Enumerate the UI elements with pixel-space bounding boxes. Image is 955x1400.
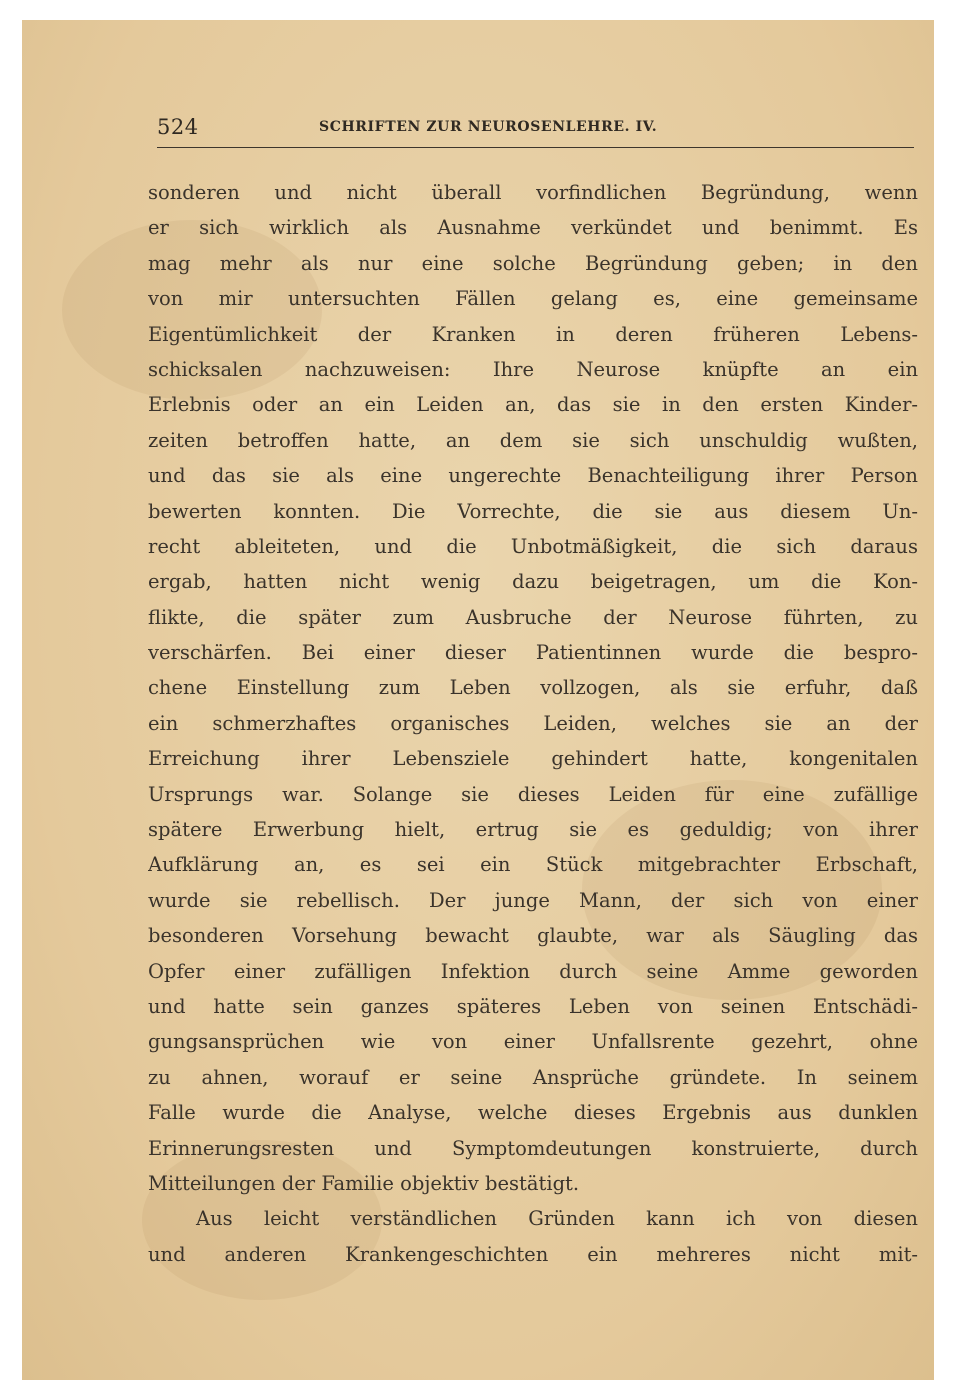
text-line: Ursprungs war. Solange sie dieses Leiden für eine zufällige — [148, 782, 918, 806]
text-line: Opfer einer zufälligen Infektion durch seine Amme geworden — [148, 959, 918, 983]
running-head: SCHRIFTEN ZUR NEUROSENLEHRE. IV. — [319, 119, 658, 135]
text-line: ergab, hatten nicht wenig dazu beigetragen, um die Kon- — [148, 570, 918, 594]
text-line: Falle wurde die Analyse, welche dieses Ergebnis aus dunklen — [148, 1101, 918, 1125]
text-line: wurde sie rebellisch. Der junge Mann, der sich von einer — [148, 888, 918, 912]
text-line: flikte, die später zum Ausbruche der Neurose führten, zu — [148, 605, 918, 629]
text-line: verschärfen. Bei einer dieser Patientinnen wurde die bespro- — [148, 641, 918, 665]
text-line: und das sie als eine ungerechte Benachteiligung ihrer Person — [148, 464, 918, 488]
page-header — [157, 115, 914, 148]
text-line: sonderen und nicht überall vorfindlichen Begründung, wenn — [148, 181, 918, 204]
text-line: mag mehr als nur eine solche Begründung geben; in den — [148, 251, 918, 275]
page-number: 524 — [157, 115, 199, 139]
text-line: ein schmerzhaftes organisches Leiden, welches sie an der — [148, 711, 918, 735]
text-line: zeiten betroffen hatte, an dem sie sich unschuldig wußten, — [148, 428, 918, 452]
text-line: schicksalen nachzuweisen: Ihre Neurose knüpfte an ein — [148, 357, 918, 381]
text-line: Erinnerungsresten und Symptomdeutungen konstruierte, durch — [148, 1136, 918, 1160]
text-line: Aufklärung an, es sei ein Stück mitgebrachter Erbschaft, — [148, 853, 918, 877]
book-page — [22, 20, 934, 1380]
text-line: Aus leicht verständlichen Gründen kann ich von diesen — [196, 1207, 918, 1231]
text-line: spätere Erwerbung hielt, ertrug sie es geduldig; von ihrer — [148, 818, 918, 842]
text-line: gungsansprüchen wie von einer Unfallsrente gezehrt, ohne — [148, 1030, 918, 1054]
text-line: und anderen Krankengeschichten ein mehreres nicht mit- — [148, 1242, 918, 1266]
text-line: recht ableiteten, und die Unbotmäßigkeit, die sich daraus — [148, 534, 918, 558]
text-line: von mir untersuchten Fällen gelang es, eine gemeinsame — [148, 287, 918, 311]
text-line: bewerten konnten. Die Vorrechte, die sie aus diesem Un- — [148, 499, 918, 523]
text-line: und hatte sein ganzes späteres Leben von seinen Entschädi- — [148, 994, 918, 1018]
text-line: Erlebnis oder an ein Leiden an, das sie in den ersten Kinder- — [148, 393, 918, 417]
text-line: Eigentümlichkeit der Kranken in deren früheren Lebens- — [148, 322, 918, 346]
text-line: chene Einstellung zum Leben vollzogen, als sie erfuhr, daß — [148, 676, 918, 700]
text-line: zu ahnen, worauf er seine Ansprüche gründete. In seinem — [148, 1065, 918, 1089]
body-text — [148, 175, 918, 1272]
text-line: er sich wirklich als Ausnahme verkündet und benimmt. Es — [148, 216, 918, 240]
text-line: Erreichung ihrer Lebensziele gehindert hatte, kongenitalen — [148, 747, 918, 771]
text-line: besonderen Vorsehung bewacht glaubte, war als Säugling das — [148, 924, 918, 948]
text-line: Mitteilungen der Familie objektiv bestätigt. — [148, 1171, 580, 1195]
